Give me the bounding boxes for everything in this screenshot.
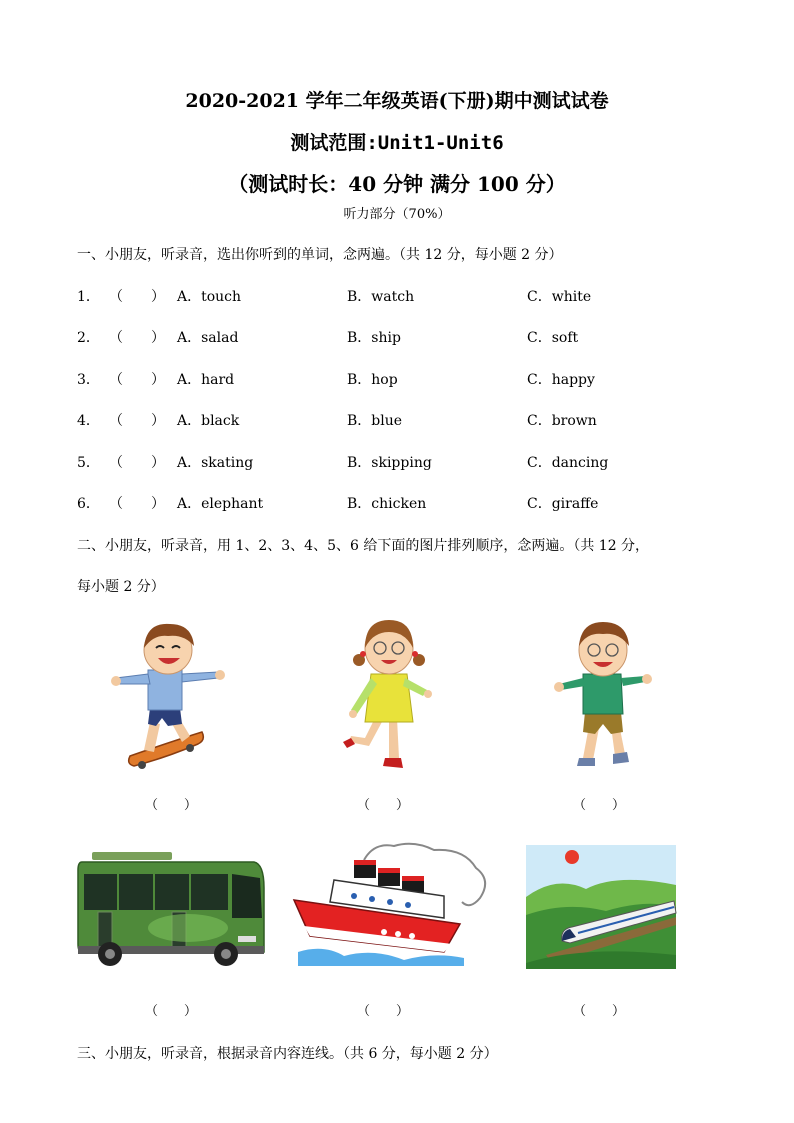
option-b: B．watch — [347, 289, 415, 305]
option-c: C．soft — [527, 330, 579, 346]
exam-scope: 测试范围:Unit1-Unit6 — [290, 132, 504, 154]
question-row — [77, 410, 717, 430]
section2-instruction-line1: 二、小朋友，听录音，用 1、2、3、4、5、6 给下面的图片排列顺序，念两遍。（共 12 分， — [77, 538, 650, 554]
running-girl-image — [343, 618, 433, 774]
option-c: C．dancing — [527, 455, 609, 471]
skateboarding-boy-image — [110, 618, 230, 770]
bus-image — [78, 848, 268, 970]
question-number: 6． — [77, 496, 100, 512]
answer-blank[interactable]: （ ） — [109, 496, 165, 512]
section2-instruction-line2: 每小题 2 分） — [77, 579, 165, 595]
question-row — [77, 452, 717, 472]
question-number: 2． — [77, 330, 100, 346]
answer-blank[interactable]: （ ） — [109, 372, 165, 388]
ship-image — [294, 840, 494, 970]
option-b: B．hop — [347, 372, 398, 388]
question-row — [77, 327, 717, 347]
question-number: 5． — [77, 455, 100, 471]
option-a: A．salad — [177, 330, 239, 346]
answer-blank[interactable]: （ ） — [109, 330, 165, 346]
exam-duration: （测试时长：40 分钟 满分 100 分） — [228, 172, 566, 196]
answer-blank[interactable]: （ ） — [109, 413, 165, 429]
question-row — [77, 286, 717, 306]
listening-heading: 听力部分（70%） — [343, 207, 451, 222]
option-a: A．black — [177, 413, 240, 429]
picture-order-blank[interactable]: （ ） — [357, 1004, 410, 1019]
picture-order-blank[interactable]: （ ） — [145, 798, 198, 813]
option-a: A．touch — [177, 289, 242, 305]
option-c: C．happy — [527, 372, 595, 388]
option-a: A．hard — [177, 372, 235, 388]
option-b: B．skipping — [347, 455, 432, 471]
option-a: A．elephant — [177, 496, 264, 512]
train-image — [526, 845, 676, 969]
dancing-boy-image — [553, 620, 651, 772]
option-c: C．brown — [527, 413, 597, 429]
picture-order-blank[interactable]: （ ） — [145, 1004, 198, 1019]
option-c: C．giraffe — [527, 496, 599, 512]
question-number: 1． — [77, 289, 100, 305]
exam-title: 2020-2021 学年二年级英语(下册)期中测试试卷 — [185, 90, 609, 112]
option-a: A．skating — [177, 455, 254, 471]
section3-instruction: 三、小朋友，听录音，根据录音内容连线。（共 6 分，每小题 2 分） — [77, 1046, 498, 1062]
question-row — [77, 369, 717, 389]
question-number: 4． — [77, 413, 100, 429]
section1-instruction: 一、小朋友，听录音，选出你听到的单词，念两遍。（共 12 分，每小题 2 分） — [77, 247, 563, 263]
option-b: B．blue — [347, 413, 403, 429]
picture-order-blank[interactable]: （ ） — [573, 1004, 626, 1019]
option-c: C．white — [527, 289, 592, 305]
question-row — [77, 493, 717, 513]
option-b: B．chicken — [347, 496, 427, 512]
answer-blank[interactable]: （ ） — [109, 289, 165, 305]
picture-order-blank[interactable]: （ ） — [357, 798, 410, 813]
answer-blank[interactable]: （ ） — [109, 455, 165, 471]
question-number: 3． — [77, 372, 100, 388]
option-b: B．ship — [347, 330, 401, 346]
picture-order-blank[interactable]: （ ） — [573, 798, 626, 813]
